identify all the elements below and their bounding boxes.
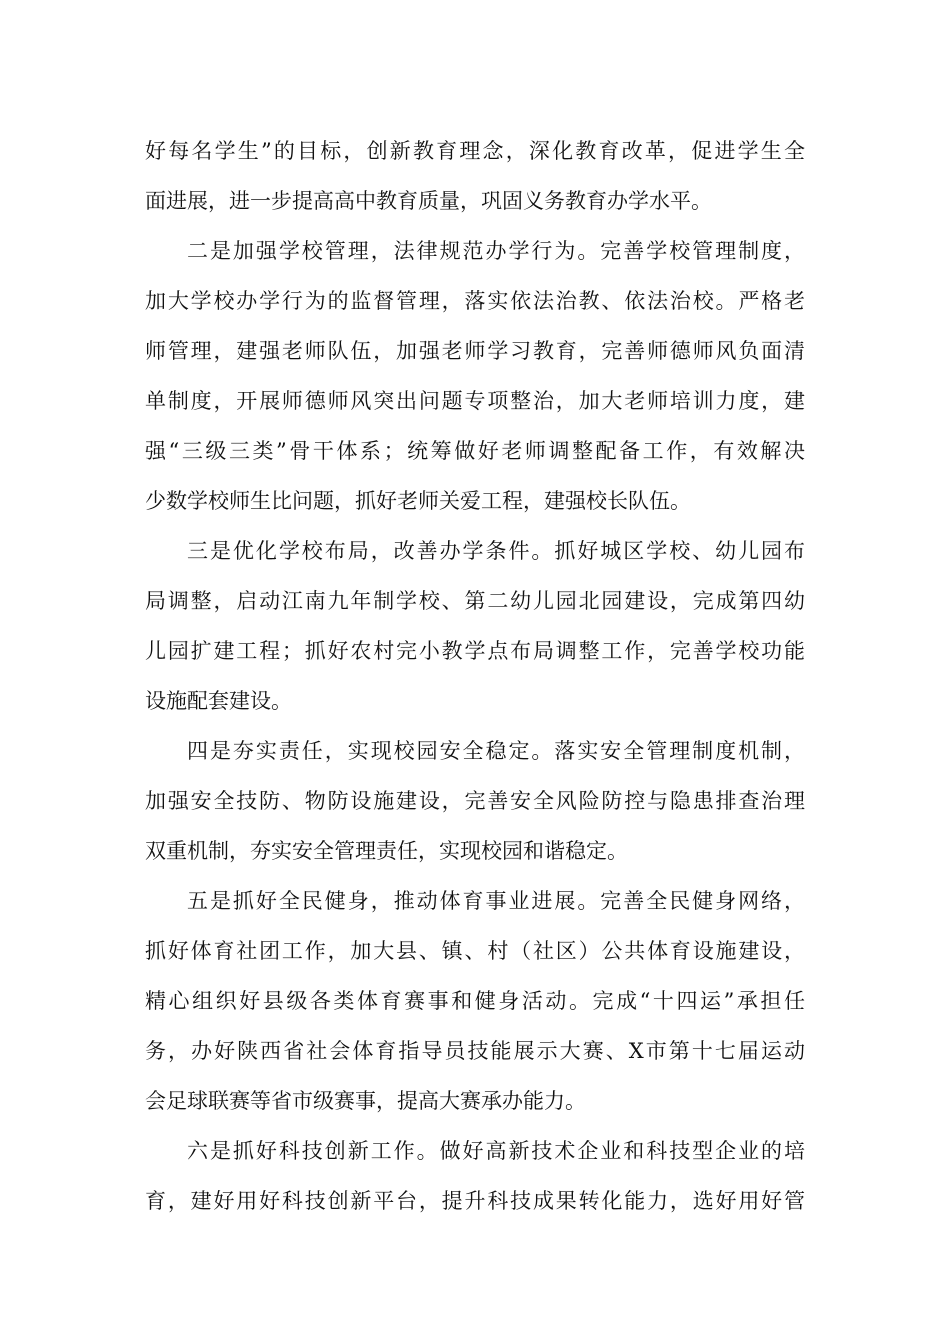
text-line: 局调整，启动江南九年制学校、第二幼儿园北园建设，完成第四幼 [145,589,805,613]
text-line: 育，建好用好科技创新平台，提升科技成果转化能力，选好用好管 [145,1189,805,1213]
text-line: 强“三级三类”骨干体系；统筹做好老师调整配备工作，有效解决 [145,439,805,463]
text-line: 会足球联赛等省市级赛事，提高大赛承办能力。 [145,1089,586,1113]
text-line: 精心组织好县级各类体育赛事和健身活动。完成“十四运”承担任 [145,989,805,1013]
paragraph-first-line: 二是加强学校管理，法律规范办学行为。完善学校管理制度， [187,239,805,263]
text-line: 抓好体育社团工作，加大县、镇、村（社区）公共体育设施建设， [145,939,805,963]
text-line: 务，办好陕西省社会体育指导员技能展示大赛、X市第十七届运动 [145,1039,805,1063]
paragraph-first-line: 五是抓好全民健身，推动体育事业进展。完善全民健身网络， [187,889,805,913]
text-line: 双重机制，夯实安全管理责任，实现校园和谐稳定。 [145,839,628,863]
paragraph-first-line: 三是优化学校布局，改善办学条件。抓好城区学校、幼儿园布 [187,539,805,563]
text-line: 单制度，开展师德师风突出问题专项整治，加大老师培训力度，建 [145,389,805,413]
text-line: 好每名学生”的目标，创新教育理念，深化教育改革，促进学生全 [145,139,805,163]
text-line: 加强安全技防、物防设施建设，完善安全风险防控与隐患排查治理 [145,789,805,813]
paragraph-first-line: 六是抓好科技创新工作。做好高新技术企业和科技型企业的培 [187,1139,805,1163]
text-line: 师管理，建强老师队伍，加强老师学习教育，完善师德师风负面清 [145,339,805,363]
text-line: 加大学校办学行为的监督管理，落实依法治教、依法治校。严格老 [145,289,805,313]
text-line: 少数学校师生比问题，抓好老师关爱工程，建强校长队伍。 [145,489,691,513]
text-line: 设施配套建设。 [145,689,292,713]
paragraph-first-line: 四是夯实责任，实现校园安全稳定。落实安全管理制度机制， [187,739,805,763]
text-line: 面进展，进一步提高高中教育质量，巩固义务教育办学水平。 [145,189,712,213]
text-line: 儿园扩建工程；抓好农村完小教学点布局调整工作，完善学校功能 [145,639,805,663]
